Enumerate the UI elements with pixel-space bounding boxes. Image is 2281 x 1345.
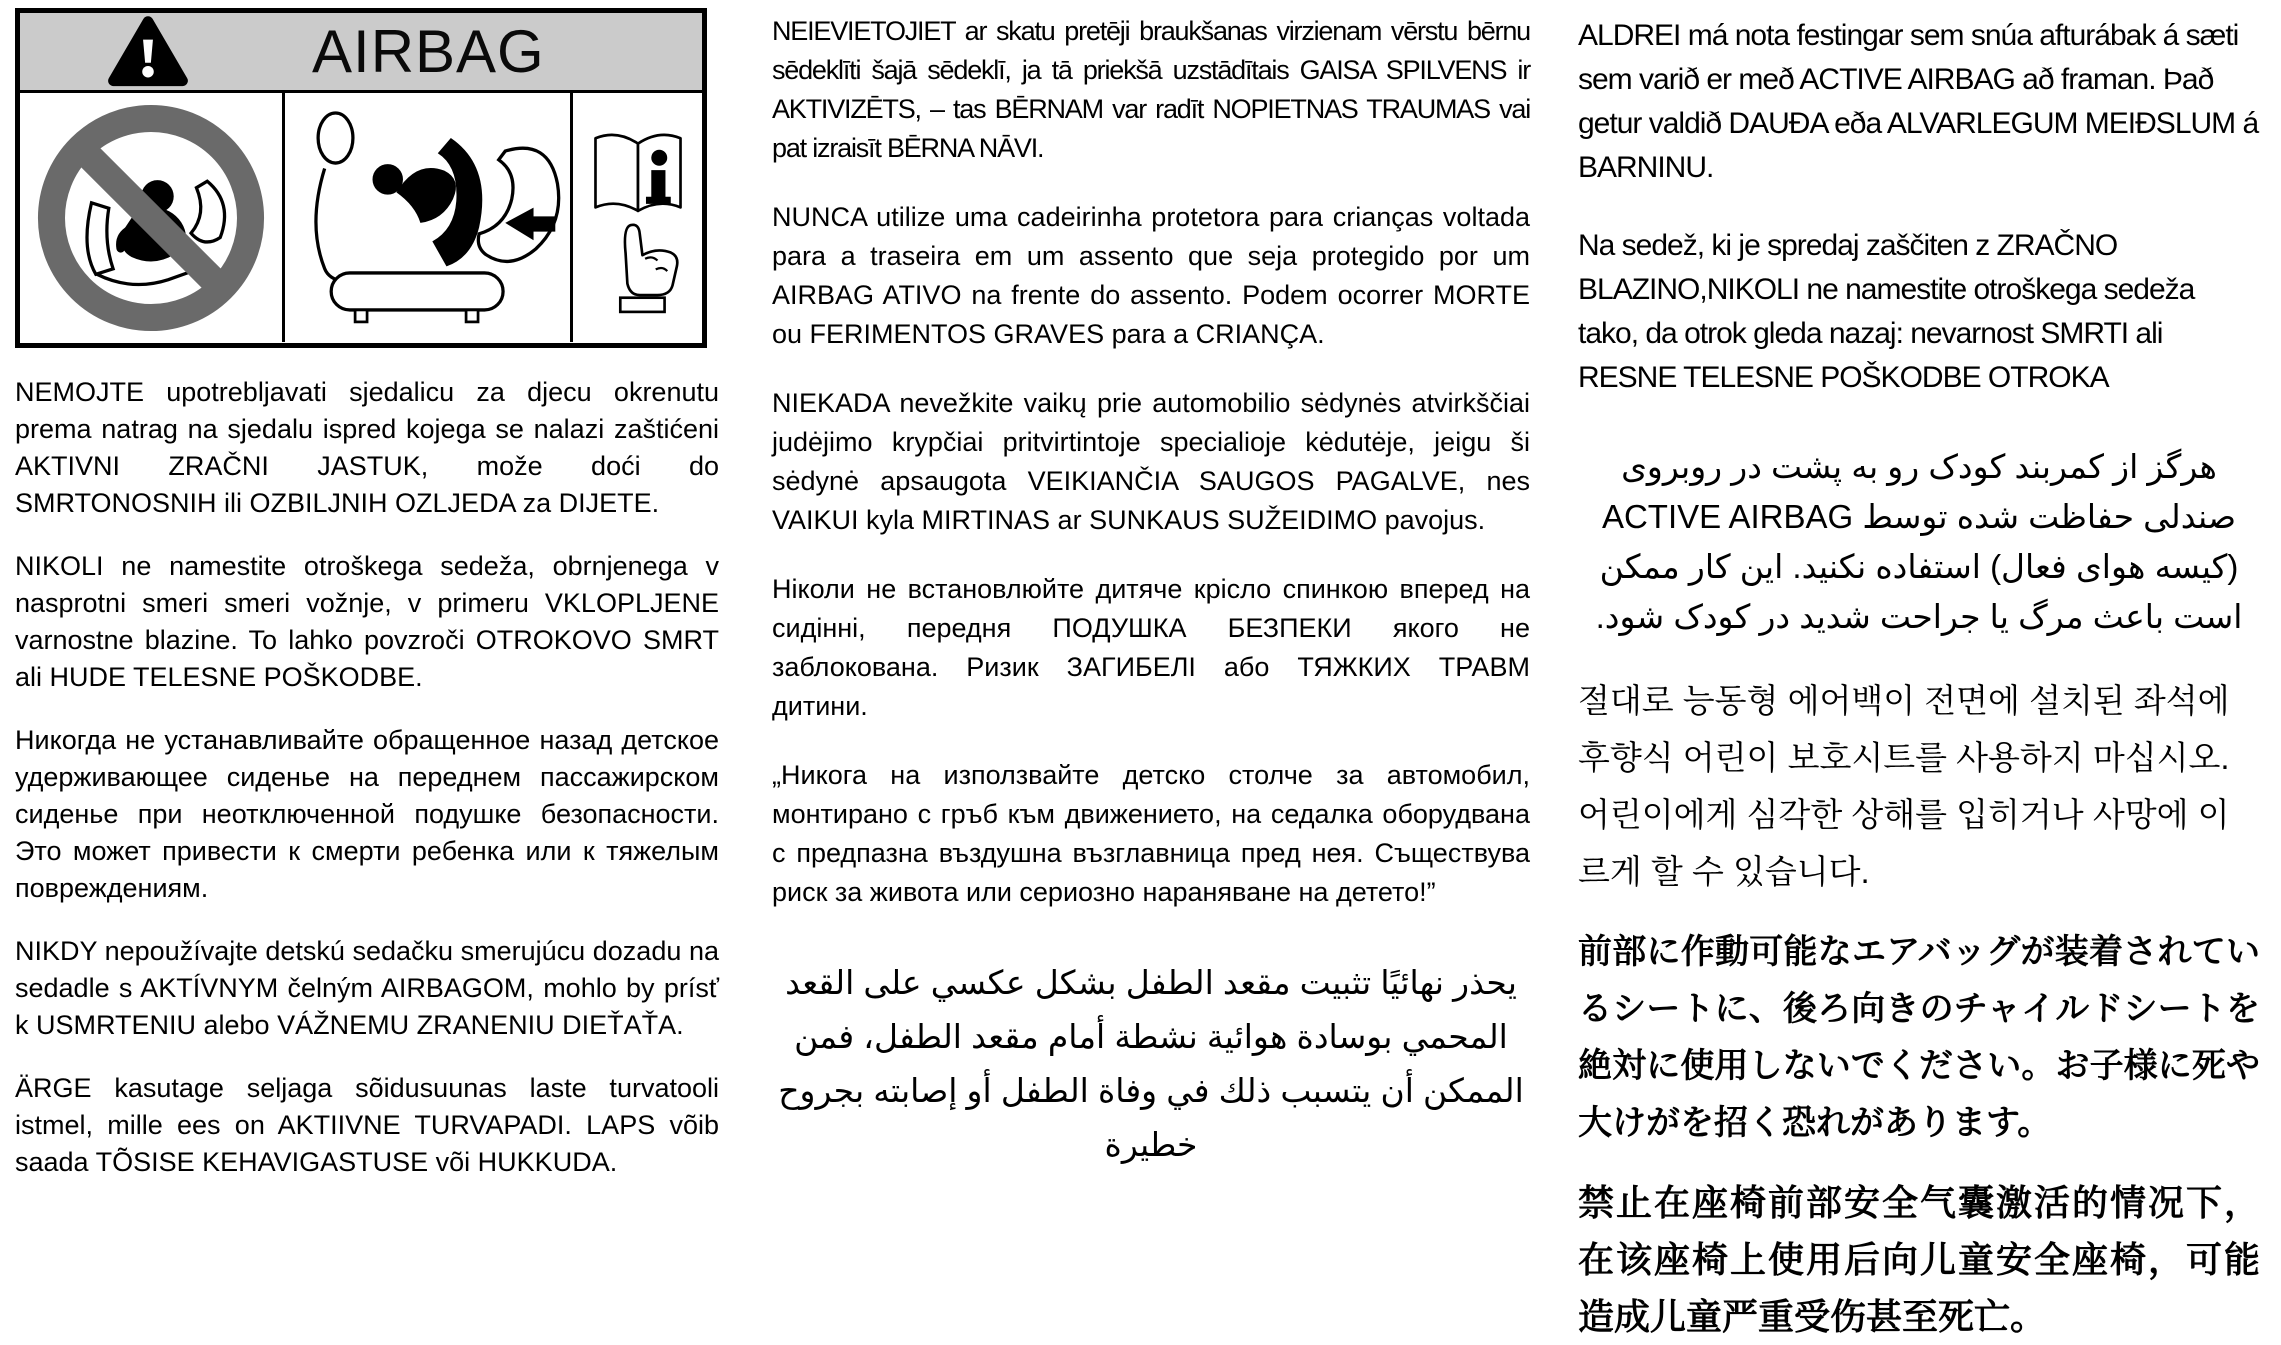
pictogram-cell-deployment bbox=[282, 93, 570, 342]
warning-icelandic: ALDREI má nota festingar sem snúa afturábak á sæti sem varið er með ACTIVE AIRBAG að framan. Það getur valdið DAUÐA eða ALVARLEGUM MEIÐSLUM á BARNINU. bbox=[1578, 19, 2259, 184]
airbag-deployment-impact-icon bbox=[292, 101, 564, 335]
warning-croatian: NEMOJTE upotrebljavati sjedalicu za djecu okrenutu prema natrag na sjedalu ispred kojega se nalazi zaštićeni AKTIVNI ZRAČNI JASTUK, može doći do SMRTONOSNIH ili OZBILJNIH OZLJEDA za DIJETE. bbox=[15, 377, 719, 518]
warning-triangle-icon bbox=[106, 15, 190, 89]
warning-slovenian: NIKOLI ne namestite otroškega sedeža, obrnjenega v nasprotni smeri smeri vožnje, v primeru VKLOPLJENE varnostne blazine. To lahko povzroči OTROKOVO SMRT ali HUDE TELESNE POŠKODBE. bbox=[15, 551, 719, 692]
pictogram-cell-manual bbox=[570, 93, 702, 342]
column-middle bbox=[772, 0, 1530, 1172]
pictogram-cell-prohibition bbox=[20, 93, 282, 342]
warning-bulgarian: „Никога на използвайте детско столче за автомобил, монтирано с гръб към движението, на седалка оборудвана с предпазна въздушна възглавница пред нея. Съществува риск за живота или сериозно нараняване на детето!” bbox=[772, 760, 1530, 907]
pictogram-title: AIRBAG bbox=[312, 18, 545, 85]
no-rear-facing-child-seat-icon bbox=[28, 99, 274, 337]
warning-persian: هرگز از کمربند کودک رو به پشت در روبروی صندلی حفاظت شده توسط ACTIVE AIRBAG (کیسه هوای فعال) استفاده نکنید. این کار ممکن است باعث مرگ یا جراحت شدید در کودک شود. bbox=[1595, 448, 2243, 635]
warning-chinese: 禁止在座椅前部安全气囊激活的情况下，在该座椅上使用后向儿童安全座椅，可能造成儿童严重受伤甚至死亡。 bbox=[1578, 1182, 2260, 1337]
warning-latvian: NEIEVIETOJIET ar skatu pretēji braukšanas virzienam vērstu bērnu sēdeklīti šajā sēdeklī, ja tā priekšā uzstādītais GAISA SPILVENS ir AKTIVIZĒTS, – tas BĒRNAM var radīt NOPIETNAS TRAUMAS vai pat izraisīt BĒRNA NĀVI. bbox=[772, 16, 1530, 163]
warning-arabic: يحذر نهائيًا تثبيت مقعد الطفل بشكل عكسي على القعد المحمي بوسادة هوائية نشطة أمام مقعد الطفل، فمن الممكن أن يتسبب ذلك في وفاة الطفل أو إصابته بجروح خطيرة bbox=[778, 964, 1524, 1163]
column-right bbox=[1578, 0, 2260, 1345]
pictogram-cells bbox=[20, 93, 702, 342]
airbag-pictogram bbox=[15, 8, 707, 348]
warning-lithuanian: NIEKADA nevežkite vaikų prie automobilio sėdynės atvirkščiai judėjimo krypčiai pritvirtintoje specialioje kėdutėje, jeigu ši sėdynė apsaugota VEIKIANČIA SAUGOS PAGALVE, nes VAIKUI kyla MIRTINAS ar SUNKAUS SUŽEIDIMO pavojus. bbox=[772, 388, 1530, 535]
warning-korean: 절대로 능동형 에어백이 전면에 설치된 좌석에 후향식 어린이 보호시트를 사용하지 마십시오. 어린이에게 심각한 상해를 입히거나 사망에 이르게 할 수 있습니다. bbox=[1578, 682, 2230, 890]
read-owners-manual-icon bbox=[576, 102, 700, 334]
column-left bbox=[15, 0, 719, 1181]
pictogram-header bbox=[20, 13, 702, 93]
warning-portuguese: NUNCA utilize uma cadeirinha protetora para crianças voltada para a traseira em um assento que seja protegido por um AIRBAG ATIVO na frente do assento. Podem ocorrer MORTE ou FERIMENTOS GRAVES para a CRIANÇA. bbox=[772, 202, 1530, 349]
warning-ukrainian: Ніколи не встановлюйте дитяче крісло спинкою вперед на сидінні, передня ПОДУШКА БЕЗПЕКИ якого не заблокована. Ризик ЗАГИБЕЛІ або ТЯЖКИХ ТРАВМ дитини. bbox=[772, 574, 1530, 721]
warning-slovak: NIKDY nepoužívajte detskú sedačku smerujúcu dozadu na sedadle s AKTÍVNYM čelným AIRBAGOM, mohlo by prísť k USMRTENIU alebo VÁŽNEMU ZRANENIU DIEŤAŤA. bbox=[15, 936, 719, 1040]
warning-estonian: ÄRGE kasutage seljaga sõidusuunas laste turvatooli istmel, mille ees on AKTIIVNE TURVAPADI. LAPS võib saada TÕSISE KEHAVIGASTUSE või HUKKUDA. bbox=[15, 1073, 719, 1177]
warning-japanese: 前部に作動可能なエアバッグが装着されているシートに、後ろ向きのチャイルドシートを絶対に使用しないでください。お子様に死や大けがを招く恐れがあります。 bbox=[1578, 933, 2260, 1142]
warning-russian: Никогда не устанавливайте обращенное назад детское удерживающее сиденье на переднем пассажирском сиденье при неотключенной подушке безопасности. Это может привести к смерти ребенка или к тяжелым повреждениям. bbox=[15, 725, 719, 903]
warning-slovenian-alt: Na sedež, ki je spredaj zaščiten z ZRAČNO BLAZINO,NIKOLI ne namestite otroškega sedeža tako, da otrok gleda nazaj: nevarnost SMRTI ali RESNE TELESNE POŠKODBE OTROKA bbox=[1578, 229, 2195, 394]
